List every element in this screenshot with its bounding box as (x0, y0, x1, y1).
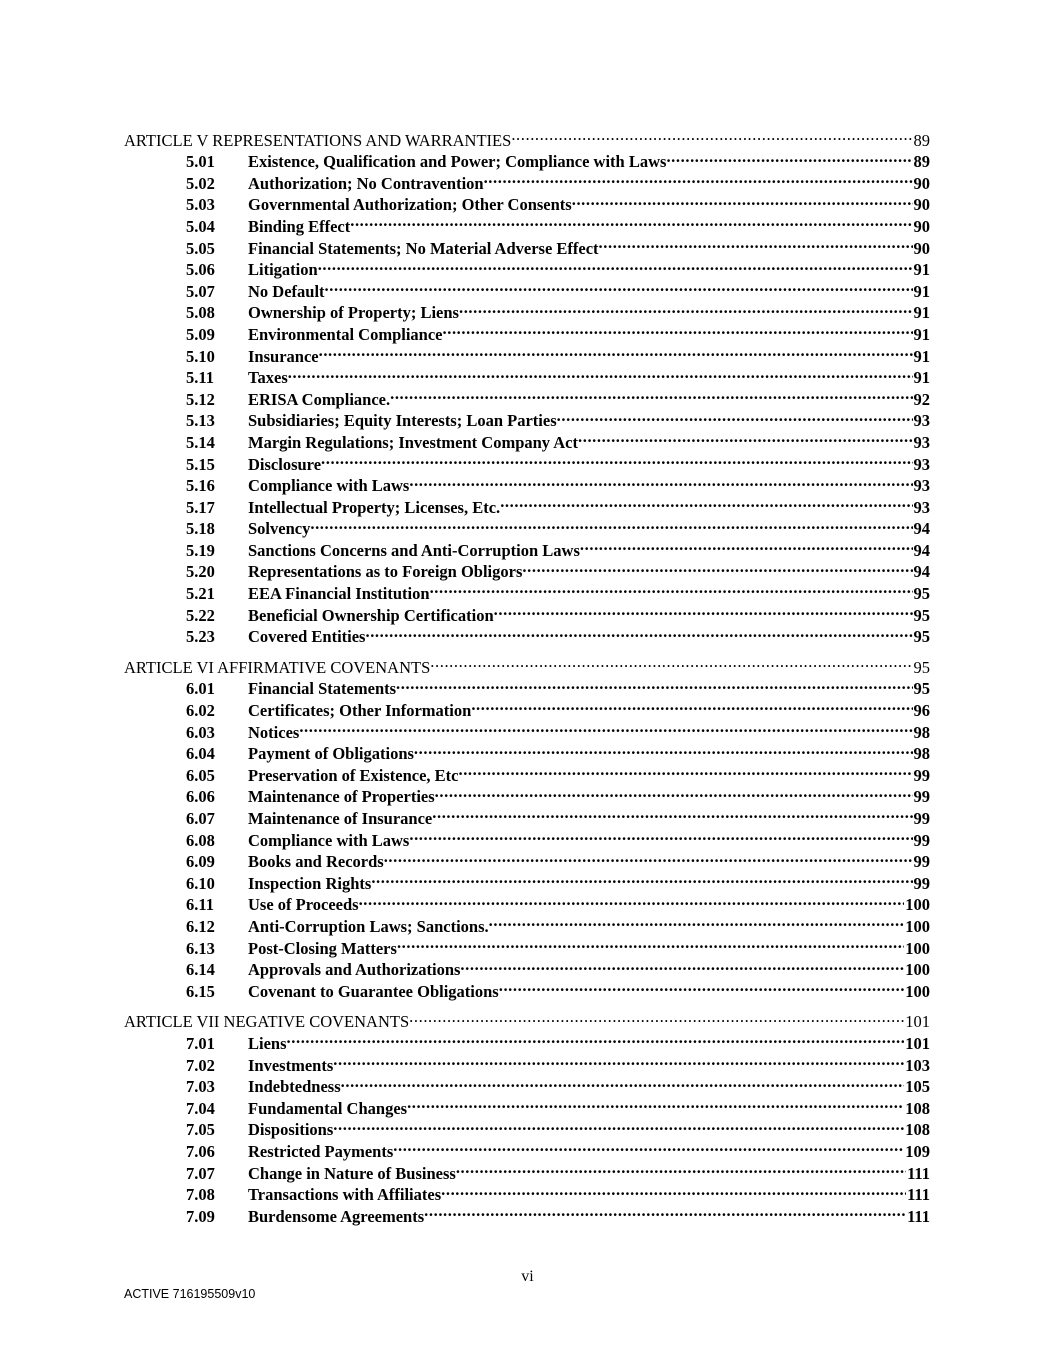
section-page: 101 (905, 1033, 930, 1053)
section-number: 5.22 (186, 605, 215, 625)
section-page: 100 (905, 981, 930, 1001)
section-number: 6.15 (186, 981, 215, 1001)
section-number: 5.23 (186, 627, 215, 647)
dot-leader (333, 1049, 904, 1071)
section-page: 100 (905, 938, 930, 958)
section-title: Inspection Rights (248, 873, 372, 893)
section-number: 7.05 (186, 1120, 215, 1140)
section-number: 5.04 (186, 216, 215, 236)
section-title: Maintenance of Insurance (248, 809, 433, 828)
section-number: 7.08 (186, 1185, 215, 1205)
section-number: 5.18 (186, 519, 215, 539)
dot-leader (580, 534, 913, 556)
section-page: 99 (913, 830, 930, 850)
dot-leader (310, 513, 912, 535)
section-number: 7.07 (186, 1163, 215, 1183)
section-number: 6.14 (186, 960, 215, 980)
table-of-contents (124, 124, 930, 1226)
section-number: 6.05 (186, 765, 215, 785)
dot-leader (321, 448, 912, 470)
section-title: Financial Statements (248, 679, 397, 699)
section-page: 90 (913, 195, 930, 215)
dot-leader (299, 716, 912, 738)
dot-leader (414, 738, 913, 760)
section-page: 90 (913, 238, 930, 258)
section-page: 98 (913, 722, 930, 742)
article-page: 95 (913, 657, 930, 677)
section-page: 91 (913, 303, 930, 323)
section-title: Taxes (248, 368, 288, 388)
section-title: Subsidiaries; Equity Interests; Loan Parties (248, 411, 557, 431)
section-page: 108 (905, 1098, 930, 1118)
section-page: 111 (907, 1163, 930, 1183)
section-title: Binding Effect (248, 216, 351, 236)
dot-leader (390, 383, 912, 405)
section-title: Anti-Corruption Laws; Sanctions. (248, 916, 489, 936)
document-footer-id: ACTIVE 716195509v10 (124, 1287, 256, 1301)
dot-leader (511, 124, 912, 146)
section-page: 99 (913, 809, 930, 828)
article-title: ARTICLE VI AFFIRMATIVE COVENANTS (124, 657, 431, 677)
section-page: 90 (913, 216, 930, 236)
section-page: 99 (913, 873, 930, 893)
dot-leader (456, 1157, 906, 1179)
section-title: Covered Entities (248, 627, 366, 647)
section-title: Certificates; Other Information (248, 701, 472, 721)
article-title: ARTICLE V REPRESENTATIONS AND WARRANTIES (124, 130, 512, 150)
section-page: 93 (913, 411, 930, 431)
section-page: 94 (913, 519, 930, 539)
section-page: 92 (913, 389, 930, 409)
dot-leader (333, 1114, 904, 1136)
section-page: 109 (905, 1141, 930, 1161)
dot-leader (522, 556, 912, 578)
section-title: No Default (248, 281, 325, 301)
section-title: Environmental Compliance (248, 324, 443, 344)
section-title: Litigation (248, 260, 318, 280)
section-title: Insurance (248, 346, 319, 366)
section-number: 5.11 (186, 368, 214, 388)
dot-leader (318, 254, 913, 276)
section-number: 6.12 (186, 916, 215, 936)
section-number: 6.03 (186, 722, 215, 742)
section-title: Payment of Obligations (248, 744, 414, 764)
section-title: Representations as to Foreign Obligors (248, 562, 523, 582)
section-page: 93 (913, 497, 930, 517)
dot-leader (578, 426, 913, 448)
toc-article-heading[interactable] (124, 1006, 930, 1032)
dot-leader (396, 673, 912, 695)
section-title: Fundamental Changes (248, 1098, 408, 1118)
section-number: 7.06 (186, 1141, 215, 1161)
section-number: 6.02 (186, 701, 215, 721)
dot-leader (572, 189, 913, 211)
section-number: 6.08 (186, 830, 215, 850)
section-number: 6.01 (186, 679, 215, 699)
section-title: Investments (248, 1055, 334, 1075)
article-title: ARTICLE VII NEGATIVE COVENANTS (124, 1012, 410, 1032)
dot-leader (500, 491, 912, 513)
dot-leader (287, 1027, 905, 1049)
dot-leader (288, 362, 913, 384)
section-number: 5.20 (186, 562, 215, 582)
dot-leader (371, 867, 912, 889)
section-number: 7.03 (186, 1077, 215, 1097)
toc-article-heading[interactable] (124, 651, 930, 677)
section-page: 99 (913, 787, 930, 807)
section-page: 95 (913, 584, 930, 604)
section-title: Liens (248, 1033, 287, 1053)
section-number: 5.08 (186, 303, 215, 323)
dot-leader (435, 781, 913, 803)
section-title: Beneficial Ownership Certification (248, 605, 494, 625)
section-number: 7.02 (186, 1055, 215, 1075)
section-title: Solvency (248, 519, 311, 539)
section-title: Authorization; No Contravention (248, 173, 484, 193)
section-page: 89 (913, 152, 930, 172)
section-number: 5.10 (186, 346, 215, 366)
section-page: 95 (913, 605, 930, 625)
section-title: Margin Regulations; Investment Company Act (248, 432, 578, 452)
dot-leader (441, 1179, 906, 1201)
section-page: 105 (905, 1077, 930, 1097)
section-title: Governmental Authorization; Other Consents (248, 195, 572, 215)
dot-leader (471, 694, 912, 716)
section-number: 6.13 (186, 938, 215, 958)
dot-leader (458, 759, 912, 781)
section-page: 94 (913, 562, 930, 582)
section-number: 5.06 (186, 260, 215, 280)
section-page: 91 (913, 281, 930, 301)
section-title: Existence, Qualification and Power; Compliance with Laws (248, 152, 667, 172)
section-number: 6.10 (186, 873, 215, 893)
section-title: Covenant to Guarantee Obligations (248, 981, 499, 1001)
section-number: 5.02 (186, 173, 215, 193)
section-number: 5.19 (186, 540, 215, 560)
section-number: 6.07 (186, 809, 215, 828)
section-number: 5.21 (186, 584, 215, 604)
section-number: 5.17 (186, 497, 215, 517)
section-number: 5.01 (186, 152, 215, 172)
dot-leader (407, 1092, 904, 1114)
dot-leader (443, 318, 913, 340)
section-page: 111 (907, 1185, 930, 1205)
dot-leader (409, 824, 912, 846)
section-number: 5.14 (186, 432, 215, 452)
section-page: 93 (913, 432, 930, 452)
page-number: vi (521, 1268, 534, 1285)
section-page: 91 (913, 346, 930, 366)
section-page: 100 (905, 916, 930, 936)
dot-leader (384, 846, 913, 868)
section-number: 6.06 (186, 787, 215, 807)
section-page: 99 (913, 765, 930, 785)
section-page: 91 (913, 324, 930, 344)
section-title: Dispositions (248, 1120, 334, 1140)
section-number: 5.03 (186, 195, 215, 215)
section-page: 96 (913, 701, 930, 721)
dot-leader (424, 1200, 906, 1222)
section-title: Ownership of Property; Liens (248, 303, 459, 323)
section-page: 90 (913, 173, 930, 193)
section-number: 7.01 (186, 1033, 215, 1053)
section-title: Burdensome Agreements (248, 1206, 425, 1226)
dot-leader (494, 599, 913, 621)
dot-leader (325, 275, 913, 297)
section-page: 95 (913, 679, 930, 699)
section-page: 108 (905, 1120, 930, 1140)
dot-leader (359, 889, 905, 911)
section-title: Use of Proceeds (248, 895, 359, 915)
section-page: 91 (913, 260, 930, 280)
dot-leader (409, 470, 912, 492)
dot-leader (599, 232, 913, 254)
section-page: 93 (913, 454, 930, 474)
section-number: 5.12 (186, 389, 215, 409)
section-page: 100 (905, 895, 930, 915)
dot-leader (459, 297, 913, 319)
section-title: Maintenance of Properties (248, 787, 435, 807)
section-number: 6.04 (186, 744, 215, 764)
section-title: Restricted Payments (248, 1141, 394, 1161)
article-page: 101 (905, 1012, 930, 1032)
section-number: 5.13 (186, 411, 215, 431)
section-title: EEA Financial Institution (248, 584, 430, 604)
section-number: 5.15 (186, 454, 215, 474)
section-title: ERISA Compliance. (248, 389, 391, 409)
dot-leader (666, 146, 912, 168)
section-title: Change in Nature of Business (248, 1163, 456, 1183)
section-title: Intellectual Property; Licenses, Etc. (248, 497, 501, 517)
dot-leader (460, 954, 904, 976)
section-page: 100 (905, 960, 930, 980)
section-title: Sanctions Concerns and Anti-Corruption Laws (248, 540, 580, 560)
section-title: Preservation of Existence, Etc (248, 765, 459, 785)
section-page: 103 (905, 1055, 930, 1075)
section-title: Disclosure (248, 454, 322, 474)
dot-leader (365, 621, 912, 643)
dot-leader (489, 910, 905, 932)
section-title: Post-Closing Matters (248, 938, 397, 958)
toc-article-heading[interactable] (124, 124, 930, 150)
section-number: 7.09 (186, 1206, 215, 1226)
dot-leader (319, 340, 913, 362)
section-number: 7.04 (186, 1098, 215, 1118)
section-page: 99 (913, 852, 930, 872)
section-title: Indebtedness (248, 1077, 341, 1097)
section-number: 6.11 (186, 895, 214, 915)
section-page: 98 (913, 744, 930, 764)
dot-leader (409, 1006, 904, 1028)
section-number: 5.07 (186, 281, 215, 301)
article-page: 89 (913, 130, 930, 150)
section-title: Compliance with Laws (248, 830, 410, 850)
dot-leader (430, 577, 913, 599)
section-page: 94 (913, 540, 930, 560)
section-page: 111 (907, 1206, 930, 1226)
dot-leader (484, 167, 913, 189)
dot-leader (499, 975, 905, 997)
section-page: 93 (913, 476, 930, 496)
section-number: 5.05 (186, 238, 215, 258)
section-number: 6.09 (186, 852, 215, 872)
section-title: Financial Statements; No Material Adverse Effect (248, 238, 599, 258)
section-title: Compliance with Laws (248, 476, 410, 496)
section-title: Notices (248, 722, 300, 742)
dot-leader (397, 932, 904, 954)
dot-leader (393, 1135, 904, 1157)
dot-leader (350, 210, 912, 232)
section-number: 5.16 (186, 476, 215, 496)
dot-leader (341, 1071, 905, 1093)
dot-leader (557, 405, 913, 427)
section-title: Books and Records (248, 852, 384, 872)
section-number: 5.09 (186, 324, 215, 344)
dot-leader (432, 802, 912, 824)
section-title: Transactions with Affiliates (248, 1185, 442, 1205)
dot-leader (430, 651, 912, 673)
section-page: 91 (913, 368, 930, 388)
section-title: Approvals and Authorizations (248, 960, 461, 980)
section-page: 95 (913, 627, 930, 647)
